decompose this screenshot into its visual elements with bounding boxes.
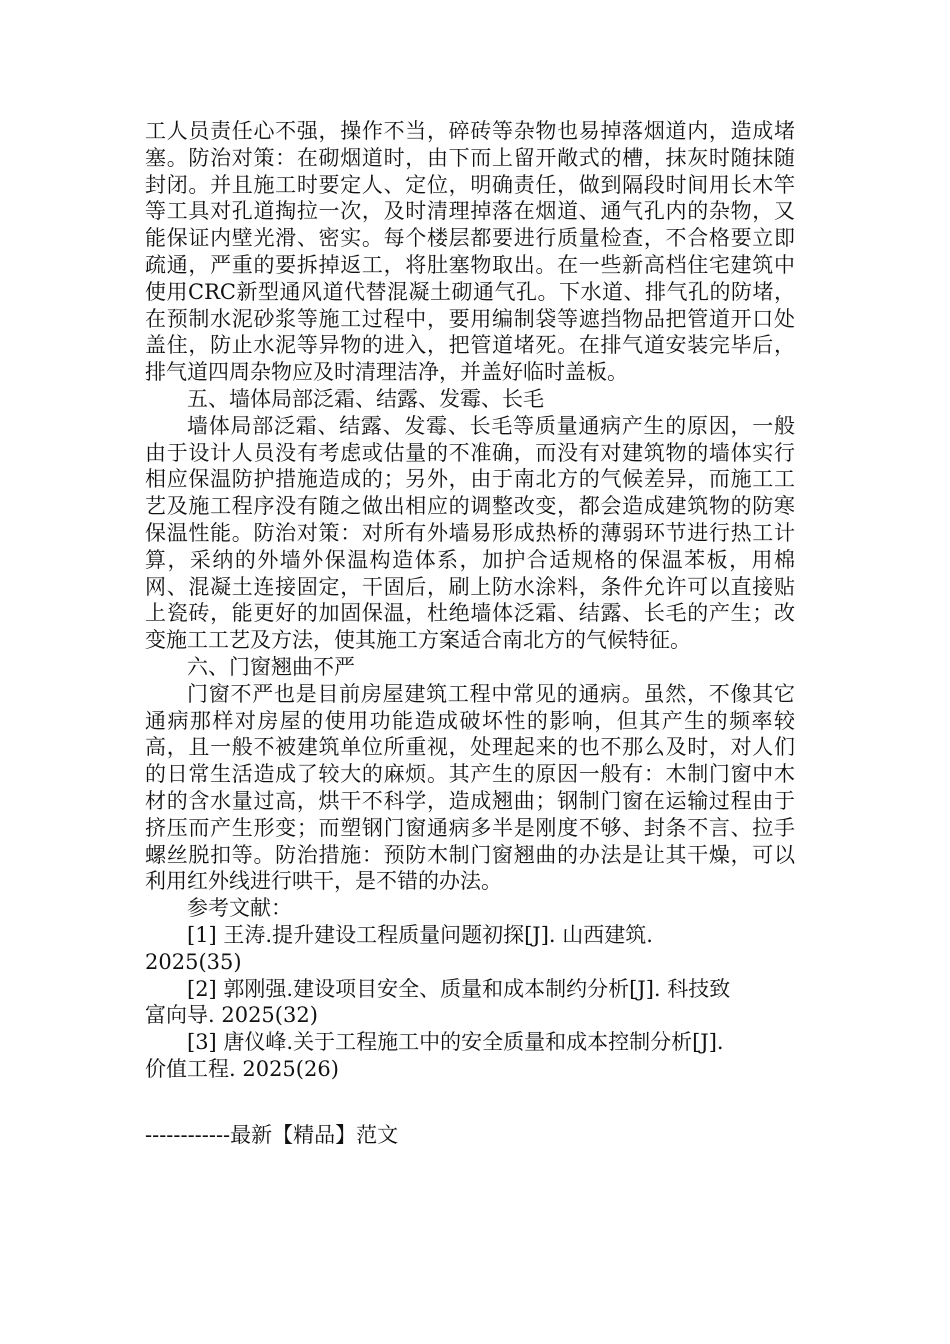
reference-item [145, 922, 795, 976]
reference-line: 富向导. 2025(32) [145, 1003, 318, 1028]
paragraph-continuation: 工人员责任心不强，操作不当，碎砖等杂物也易掉落烟道内，造成堵塞。防治对策：在砌烟道时，由下而上留开敞式的槽，抹灰时随抹随封闭。并且施工时要定人、定位，明确责任，做到隔段时间用长木竿等工具对孔道掏拉一次，及时清理掉落在烟道、通气孔内的杂物，又能保证内壁光滑、密实。每个楼层都要进行质量检查，不合格要立即疏通，严重的要拆掉返工，将肚塞物取出。在一些新高档住宅建筑中使用CRC新型通风道代替混凝土砌通气孔。下水道、排气孔的防堵，在预制水泥砂浆等施工过程中，要用编制袋等遮挡物品把管道开口处盖住，防止水泥等异物的进入，把管道堵死。在排气道安装完毕后，排气道四周杂物应及时清理洁净，并盖好临时盖板。 [145, 119, 795, 385]
section-heading-6: 六、门窗翘曲不严 [187, 654, 355, 679]
references-heading: 参考文献： [187, 896, 292, 921]
reference-item [145, 976, 795, 1030]
document-body [145, 118, 795, 1083]
paragraph-section-6: 门窗不严也是目前房屋建筑工程中常见的通病。虽然，不像其它通病那样对房屋的使用功能造成破坏性的影响，但其产生的频率较高，且一般不被建筑单位所重视，处理起来的也不那么及时，对人们的日常生活造成了较大的麻烦。其产生的原因一般有：木制门窗中木材的含水量过高，烘干不科学，造成翘曲；钢制门窗在运输过程由于挤压而产生形变；而塑钢门窗通病多半是刚度不够、封条不言、拉手螺丝脱扣等。防治措施：预防木制门窗翘曲的办法是让其干燥，可以利用红外线进行哄干，是不错的办法。 [145, 681, 795, 894]
reference-line: [1] 王涛.提升建设工程质量问题初探[J]. 山西建筑. [187, 922, 653, 947]
paragraph-section-5: 墙体局部泛霜、结露、发霉、长毛等质量通病产生的原因，一般由于设计人员没有考虑或估量的不准确，而没有对建筑物的墙体实行相应保温防护措施造成的；另外，由于南北方的气候差异，而施工工艺及施工程序没有随之做出相应的调整改变，都会造成建筑物的防寒保温性能。防治对策：对所有外墙易形成热桥的薄弱环节进行热工计算，采纳的外墙外保温构造体系，加护合适规格的保温苯板，用棉网、混凝土连接固定，干固后，刷上防水涂料，条件允许可以直接贴上瓷砖，能更好的加固保温，杜绝墙体泛霜、结露、长毛的产生；改变施工工艺及方法，使其施工方案适合南北方的气候特征。 [145, 413, 795, 653]
reference-line: [2] 郭刚强.建设项目安全、质量和成本制约分析[J]. 科技致 [187, 976, 731, 1001]
page-footer: ------------最新【精品】范文 [145, 1123, 399, 1147]
reference-line: [3] 唐仪峰.关于工程施工中的安全质量和成本控制分析[J]. [187, 1030, 724, 1055]
reference-line: 2025(35) [145, 949, 242, 974]
section-heading-5: 五、墙体局部泛霜、结露、发霉、长毛 [187, 386, 544, 411]
reference-line: 价值工程. 2025(26) [145, 1056, 339, 1081]
reference-item [145, 1029, 795, 1083]
